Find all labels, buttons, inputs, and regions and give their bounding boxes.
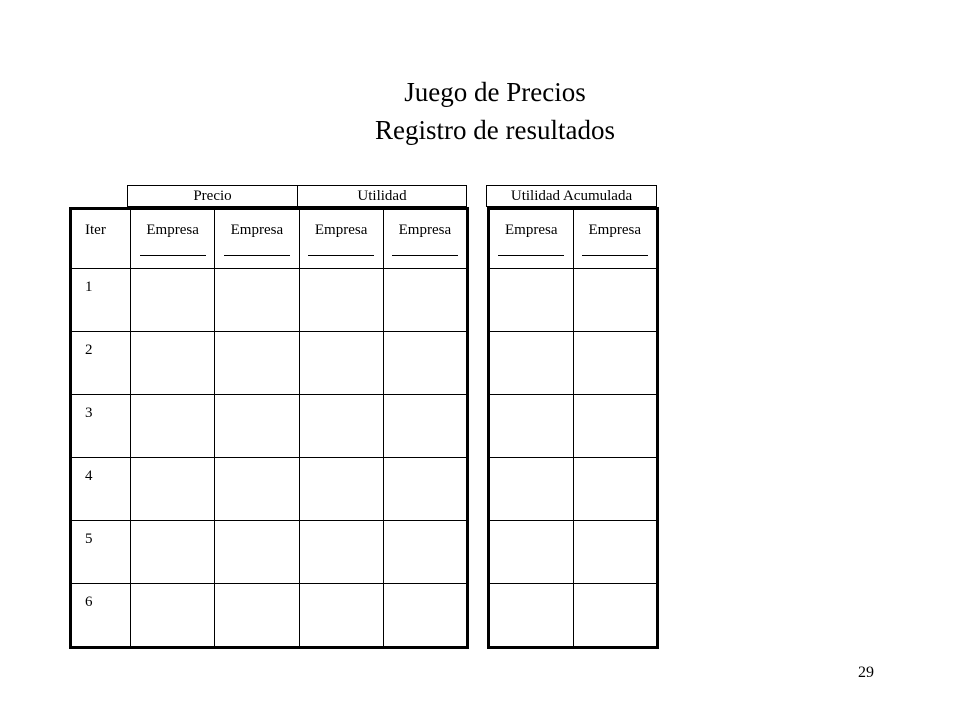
table-row bbox=[489, 269, 658, 332]
empty-cell[interactable] bbox=[573, 458, 658, 521]
empty-cell[interactable] bbox=[573, 332, 658, 395]
empty-cell[interactable] bbox=[299, 269, 383, 332]
iter-number: 1 bbox=[71, 269, 131, 332]
cumulative-table bbox=[487, 207, 659, 649]
empresa-header bbox=[383, 209, 467, 269]
empresa-name-blank[interactable] bbox=[224, 245, 290, 256]
table-row bbox=[71, 584, 468, 648]
table-row bbox=[489, 332, 658, 395]
empty-cell[interactable] bbox=[299, 395, 383, 458]
iter-number: 5 bbox=[71, 521, 131, 584]
empty-cell[interactable] bbox=[489, 584, 574, 648]
empty-cell[interactable] bbox=[383, 458, 467, 521]
table-row bbox=[489, 521, 658, 584]
empty-cell[interactable] bbox=[215, 269, 299, 332]
empresa-name-blank[interactable] bbox=[308, 245, 374, 256]
empresa-name-blank[interactable] bbox=[140, 245, 206, 256]
empresa-name-blank[interactable] bbox=[498, 245, 564, 256]
empresa-header bbox=[489, 209, 574, 269]
empty-cell[interactable] bbox=[573, 395, 658, 458]
empty-cell[interactable] bbox=[383, 332, 467, 395]
group-header-utilidad: Utilidad bbox=[297, 186, 466, 206]
empresa-header bbox=[215, 209, 299, 269]
slide-title-line1: Juego de Precios bbox=[404, 77, 586, 107]
iter-header: Iter bbox=[71, 209, 131, 269]
empty-cell[interactable] bbox=[489, 269, 574, 332]
empty-cell[interactable] bbox=[299, 332, 383, 395]
empty-cell[interactable] bbox=[299, 458, 383, 521]
empty-cell[interactable] bbox=[131, 584, 215, 648]
empresa-label: Empresa bbox=[314, 222, 368, 238]
empty-cell[interactable] bbox=[383, 584, 467, 648]
empty-cell[interactable] bbox=[131, 458, 215, 521]
table-row bbox=[71, 458, 468, 521]
empty-cell[interactable] bbox=[131, 332, 215, 395]
empty-cell[interactable] bbox=[489, 521, 574, 584]
table-row bbox=[489, 584, 658, 648]
empresa-label: Empresa bbox=[398, 222, 452, 238]
empty-cell[interactable] bbox=[383, 395, 467, 458]
group-header-precio-utilidad bbox=[127, 185, 467, 207]
empty-cell[interactable] bbox=[383, 521, 467, 584]
iter-number: 2 bbox=[71, 332, 131, 395]
empty-cell[interactable] bbox=[489, 458, 574, 521]
slide-title-line2: Registro de resultados bbox=[375, 115, 615, 145]
empresa-label: Empresa bbox=[588, 222, 641, 238]
table-row bbox=[71, 395, 468, 458]
empty-cell[interactable] bbox=[215, 395, 299, 458]
empresa-header bbox=[299, 209, 383, 269]
empty-cell[interactable] bbox=[383, 269, 467, 332]
table-row bbox=[489, 458, 658, 521]
empty-cell[interactable] bbox=[131, 395, 215, 458]
empty-cell[interactable] bbox=[215, 521, 299, 584]
table-header-row bbox=[489, 209, 658, 269]
empty-cell[interactable] bbox=[131, 269, 215, 332]
empresa-name-blank[interactable] bbox=[392, 245, 458, 256]
empty-cell[interactable] bbox=[215, 584, 299, 648]
empresa-label: Empresa bbox=[230, 222, 284, 238]
empty-cell[interactable] bbox=[299, 584, 383, 648]
page-number: 29 bbox=[858, 664, 874, 681]
empresa-header bbox=[573, 209, 658, 269]
table-row bbox=[489, 395, 658, 458]
group-header-precio: Precio bbox=[193, 187, 232, 204]
table-row bbox=[71, 521, 468, 584]
empty-cell[interactable] bbox=[573, 521, 658, 584]
group-header-utilidad-acumulada-label: Utilidad Acumulada bbox=[510, 187, 633, 204]
empty-cell[interactable] bbox=[299, 521, 383, 584]
table-row bbox=[71, 332, 468, 395]
empresa-label: Empresa bbox=[146, 222, 199, 238]
empresa-name-blank[interactable] bbox=[582, 245, 648, 256]
results-table bbox=[69, 207, 469, 649]
iter-number: 4 bbox=[71, 458, 131, 521]
empty-cell[interactable] bbox=[489, 332, 574, 395]
table-header-row bbox=[71, 209, 468, 269]
empresa-label: Empresa bbox=[505, 222, 558, 238]
empty-cell[interactable] bbox=[573, 584, 658, 648]
empty-cell[interactable] bbox=[215, 332, 299, 395]
empty-cell[interactable] bbox=[573, 269, 658, 332]
empresa-header bbox=[131, 209, 215, 269]
iter-number: 3 bbox=[71, 395, 131, 458]
iter-number: 6 bbox=[71, 584, 131, 648]
empty-cell[interactable] bbox=[131, 521, 215, 584]
empty-cell[interactable] bbox=[489, 395, 574, 458]
group-header-utilidad-acumulada bbox=[486, 185, 657, 207]
table-row bbox=[71, 269, 468, 332]
empty-cell[interactable] bbox=[215, 458, 299, 521]
